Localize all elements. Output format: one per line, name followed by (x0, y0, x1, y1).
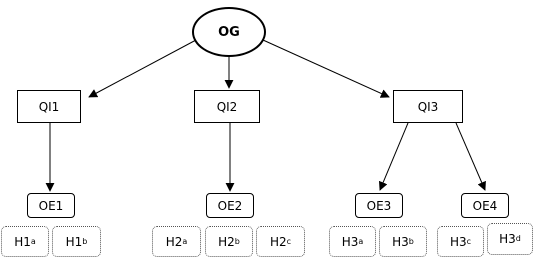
hypothesis-h3b: H3 b (379, 226, 427, 257)
qi2-node: QI2 (194, 90, 260, 123)
arrow-og-to-qi1 (89, 40, 196, 97)
hypothesis-h2a: H2 a (152, 226, 201, 257)
hypothesis-label: H1 (14, 234, 31, 249)
hypothesis-label: H3 (499, 232, 516, 246)
oe3-node: OE3 (355, 193, 403, 218)
oe2-node: OE2 (206, 193, 254, 218)
hypothesis-h3c: H3 c (437, 226, 484, 257)
hypothesis-h1b: H1 b (52, 226, 101, 257)
og-node: OG (192, 7, 266, 57)
hypothesis-h3d: H3 d (487, 223, 533, 255)
oe4-node: OE4 (461, 193, 509, 218)
hypothesis-label: H2 (165, 234, 183, 249)
oe1-node: OE1 (27, 193, 75, 218)
hypothesis-h2b: H2 b (205, 226, 253, 257)
qi1-node: QI1 (17, 90, 81, 123)
arrow-qi3-to-oe3 (380, 123, 408, 190)
hypothesis-label: H2 (269, 234, 287, 249)
hypothesis-h1a: H1 a (1, 226, 49, 257)
hypothesis-label: H2 (218, 234, 235, 249)
arrow-og-to-qi3 (263, 40, 389, 97)
hypothesis-label: H3 (392, 234, 409, 249)
qi3-node: QI3 (393, 90, 463, 123)
hypothesis-label: H3 (341, 234, 359, 249)
hypothesis-h2c: H2 c (256, 226, 305, 257)
hypothesis-label: H3 (449, 234, 467, 249)
hypothesis-h3a: H3 a (329, 226, 376, 257)
hypothesis-label: H1 (65, 234, 83, 249)
arrow-qi3-to-oe4 (456, 123, 485, 190)
